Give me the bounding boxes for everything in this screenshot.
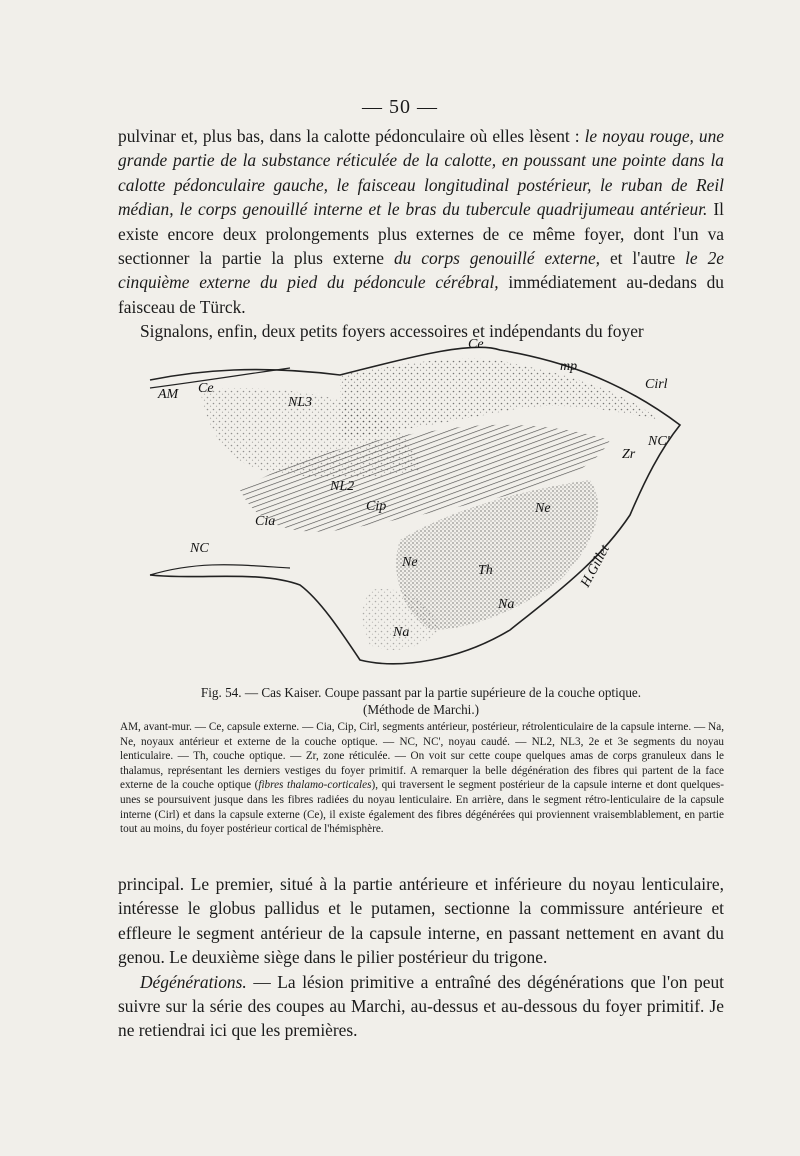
paragraph-continuation: pulvinar et, plus bas, dans la calotte pédonculaire où elles lèsent : le noyau rouge, une grande partie de la substance réticulée de la calotte, en poussant une pointe dans la calotte pédonculaire gauche, le faisceau longitudinal postérieur, le ruban de Reil médian, le corps genouillé interne et le bras du tubercule quadrijumeau antérieur. Il existe encore deux prolongements plus externes de ce même foyer, dont l'un va sectionner la partie la plus externe du corps genouillé externe, et l'autre le 2e cinquième externe du pied du pédoncule cérébral, immédiatement au-dedans du faisceau de Türck. — [118, 126, 725, 317]
page-number: — 50 — — [362, 96, 438, 118]
paragraph-signalons: Signalons, enfin, deux petits foyers accessoires et indépendants du foyer — [140, 321, 644, 342]
figure-caption — [118, 684, 724, 718]
label-na-right: Na — [498, 597, 515, 612]
top-text-block — [118, 124, 724, 344]
label-cirl: Cirl — [645, 377, 668, 392]
label-na-bottom: Na — [393, 625, 410, 640]
label-nc-right: NC' — [648, 434, 670, 449]
caption-title: Fig. 54. — Cas Kaiser. Coupe passant par la partie supérieure de la couche optique. — [200, 685, 642, 700]
label-ne-right: Ne — [535, 501, 551, 516]
brain-section-illustration — [140, 330, 685, 670]
label-ne-center: Ne — [402, 555, 418, 570]
bottom-text-block — [118, 872, 724, 1043]
label-ce-left: Ce — [198, 381, 214, 396]
label-nl3: NL3 — [288, 395, 313, 410]
figure-legend — [120, 720, 724, 837]
label-cia: Cia — [255, 514, 276, 529]
label-ce-top: Ce — [468, 337, 484, 352]
label-nc-left: NC — [190, 541, 209, 556]
label-mp: mp — [560, 359, 578, 374]
label-zr: Zr — [622, 447, 636, 462]
section-line-bottom — [150, 565, 290, 575]
label-nl2: NL2 — [330, 479, 355, 494]
label-th: Th — [478, 563, 493, 578]
brain-section-figure — [140, 330, 685, 670]
caption-method: (Méthode de Marchi.) — [362, 702, 480, 717]
illustrator-signature: H.Gillet — [578, 542, 613, 590]
label-am: AM — [158, 387, 179, 402]
paragraph-principal: principal. Le premier, situé à la partie antérieure et inférieure du noyau lenticulaire, intéresse le globus pallidus et le putamen, sectionne la commissure antérieure et effleure le segment antérieur de la capsule interne, en passant nettement en avant du genou. Le deuxième siège dans le pilier postérieur du trigone. — [118, 874, 724, 968]
label-cip: Cip — [366, 499, 387, 514]
legend-text: AM, avant-mur. — Ce, capsule externe. — Cia, Cip, Cirl, segments antérieur, postérieur, rétrolenticulaire de la capsule interne. — Na, Ne, noyaux antérieur et externe de la couche optique. — NC, NC', noyau caudé. — NL2, NL3, 2e et 3e segments du noyau lenticulaire. — Th, couche optique. — Zr, zone réticulée. — On voit sur cette coupe quelques amas de corps granuleux dans le thalamus, représentant les derniers vestiges du foyer primitif. A remarquer la belle dégénération des fibres qui partent de la face externe de la couche optique (fibres thalamo-corticales), qui traversent le segment postérieur de la capsule interne et dont quelques-unes se poursuivent jusque dans les fibres radiées du noyau lenticulaire. En arrière, dans le segment rétro-lenticulaire de la capsule interne (Cirl) et dans la capsule externe (Ce), il existe également des fibres dégénérées qui proviennent vraisemblablement, en partie tout au moins, du foyer postérieur cortical de l'hémisphère. — [120, 721, 724, 836]
paragraph-degenerations: Dégénérations. — La lésion primitive a entraîné des dégénérations que l'on peut suivre sur la série des coupes au Marchi, au-dessus et au-dessous du foyer primitif. Je ne retiendrai ici que les premières. — [118, 971, 724, 1041]
